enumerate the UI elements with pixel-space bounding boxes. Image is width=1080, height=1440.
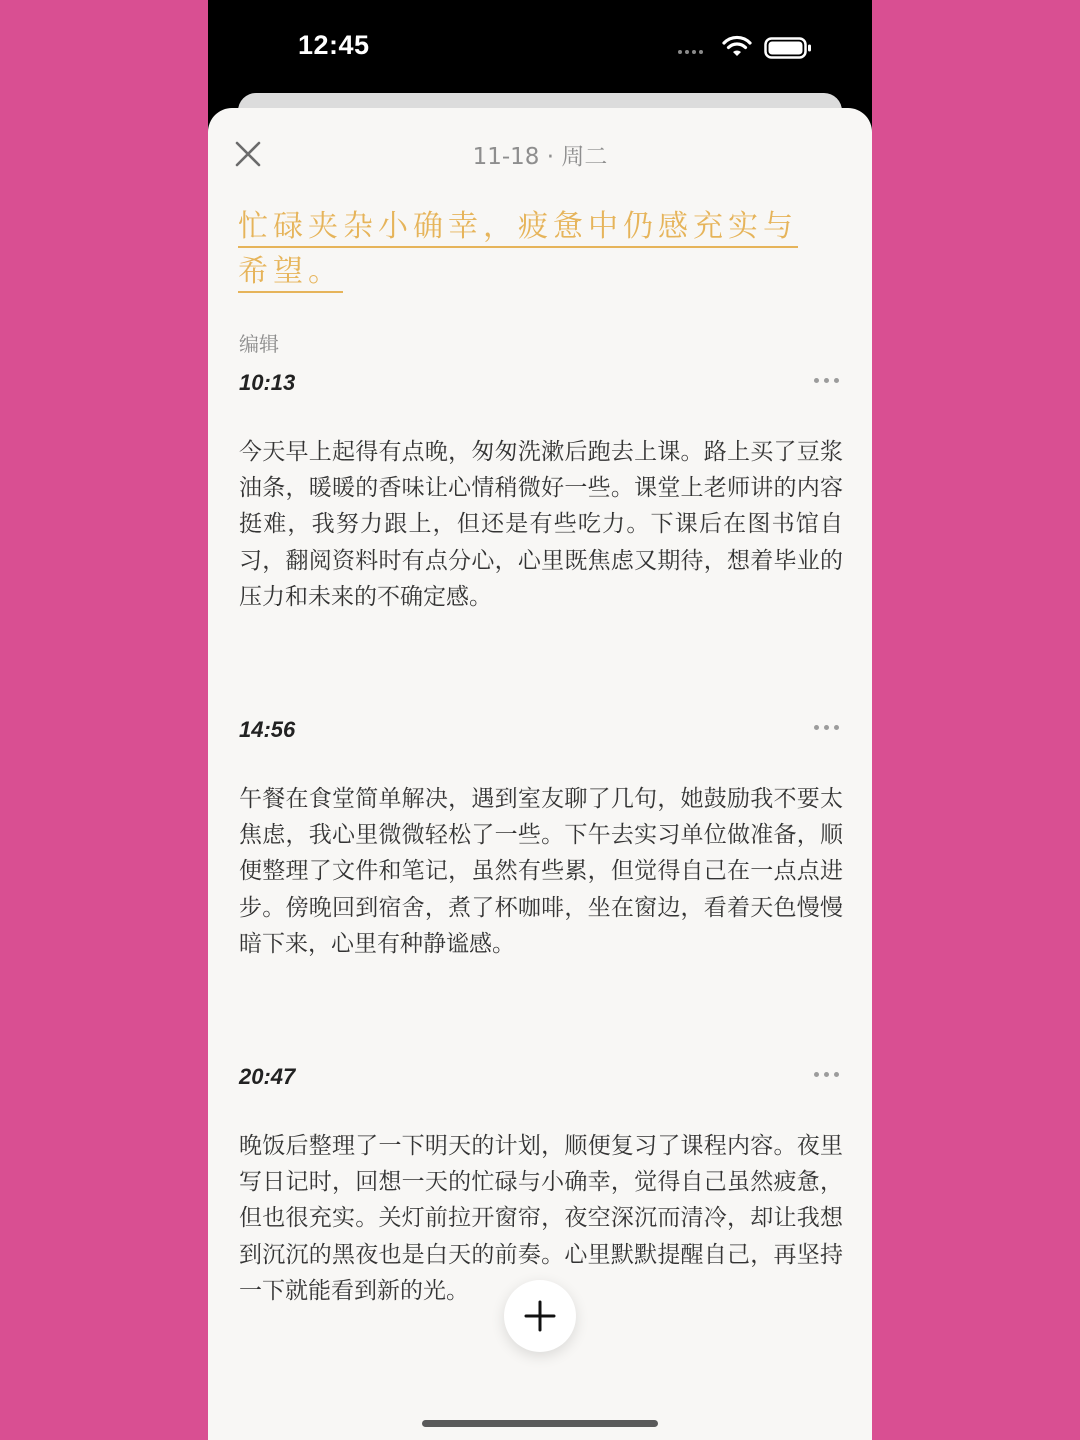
- wifi-icon: [722, 35, 752, 59]
- more-dots-icon[interactable]: [814, 374, 839, 387]
- day-headline[interactable]: [238, 204, 828, 294]
- entry-time: 10:13: [239, 370, 296, 395]
- add-entry-button[interactable]: [504, 1280, 576, 1352]
- diary-entry: [239, 717, 843, 962]
- headline-text: 忙碌夹杂小确幸，疲惫中仍感充实与希望。: [238, 209, 798, 293]
- status-bar: [208, 0, 872, 95]
- phone-frame: [208, 0, 872, 1440]
- entry-date: 11-18 · 周二: [472, 144, 608, 170]
- more-dots-icon[interactable]: [814, 1068, 839, 1081]
- entry-text[interactable]: 晚饭后整理了一下明天的计划，顺便复习了课程内容。夜里写日记时，回想一天的忙碌与小确幸，觉得自己虽然疲惫，但也很充实。关灯前拉开窗帘，夜空深沉而清冷，却让我想到沉沉的黑夜也是白天的前奏。心里默默提醒自己，再坚持一下就能看到新的光。: [239, 1133, 843, 1304]
- edit-button[interactable]: 编辑: [239, 332, 279, 356]
- status-time: 12:45: [298, 30, 370, 60]
- entry-time: 20:47: [239, 1064, 296, 1089]
- entry-text[interactable]: 午餐在食堂简单解决，遇到室友聊了几句，她鼓励我不要太焦虑，我心里微微轻松了一些。下午去实习单位做准备，顺便整理了文件和笔记，虽然有些累，但觉得自己在一点点进步。傍晚回到宿舍，煮了杯咖啡，坐在窗边，看着天色慢慢暗下来，心里有种静谧感。: [239, 786, 843, 957]
- diary-entry: [239, 370, 843, 615]
- diary-sheet: [208, 108, 872, 1440]
- home-indicator[interactable]: [422, 1420, 658, 1427]
- entry-time: 14:56: [239, 717, 296, 742]
- plus-icon: [524, 1300, 556, 1332]
- more-dots-icon[interactable]: [814, 721, 839, 734]
- entry-text[interactable]: 今天早上起得有点晚，匆匆洗漱后跑去上课。路上买了豆浆油条，暖暖的香味让心情稍微好一些。课堂上老师讲的内容挺难，我努力跟上，但还是有些吃力。下课后在图书馆自习，翻阅资料时有点分心，心里既焦虑又期待，想着毕业的压力和未来的不确定感。: [239, 439, 843, 610]
- signal-dots-icon: [678, 50, 703, 54]
- diary-entry: [239, 1064, 843, 1309]
- battery-icon: [764, 37, 812, 59]
